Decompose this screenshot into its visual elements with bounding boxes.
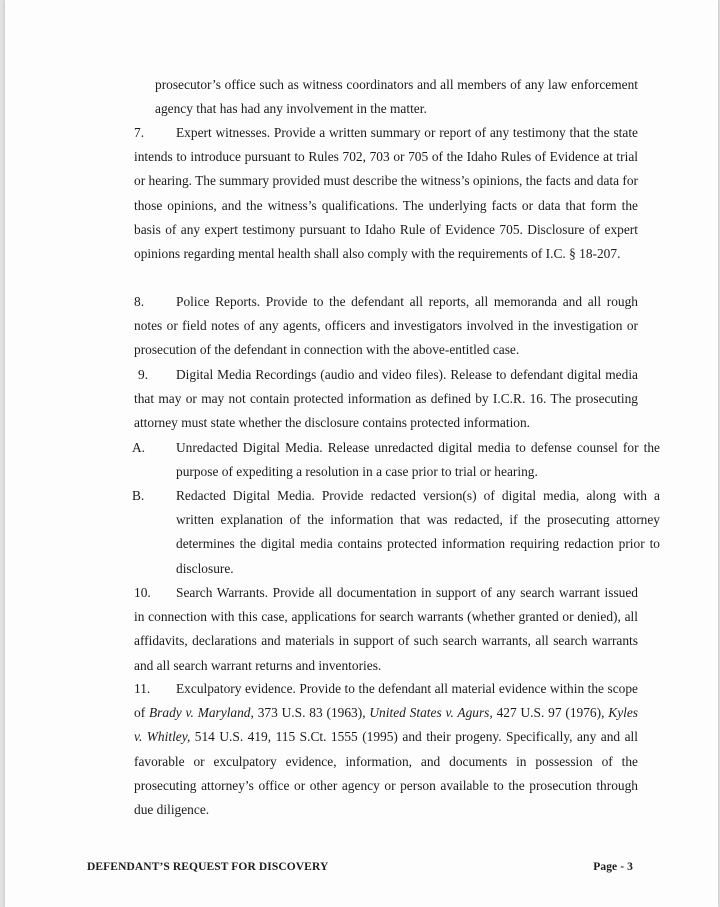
- case-citation: United States v. Agurs,: [369, 705, 493, 721]
- item-8-police-reports: 8. Police Reports. Provide to the defendant all reports, all memoranda and all rough notes or field notes of any agents, officers and investigators involved in the investigation or prosecution of the defendant in connection with the above-entitled case.: [134, 294, 638, 358]
- page-footer: [87, 861, 633, 873]
- item-7-expert-witnesses: 7. Expert witnesses. Provide a written summary or report of any testimony that the state intends to introduce pursuant to Rules 702, 703 or 705 of the Idaho Rules of Evidence at trial or hearing. The summary provided must describe the witness’s opinions, the facts and data for those opinions, and the witness’s qualifications. The underlying facts or data that form the basis of any expert testimony pursuant to Idaho Rule of Evidence 705. Disclosure of expert opinions regarding mental health shall also comply with the requirements of I.C. § 18-207.: [134, 125, 639, 262]
- item-10-search-warrants: 10. Search Warrants. Provide all documentation in support of any search warrant issued in connection with this case, applications for search warrants (whether granted or denied), all affidavits, declarations and materials in support of such search warrants, all search warrants and all search warrant returns and inventories.: [134, 585, 638, 673]
- subitem-b-redacted: B. Redacted Digital Media. Provide redacted version(s) of digital media, along with a written explanation of the information that was redacted, if the prosecuting attorney determines the digital media contains protected information requiring redaction prior to disclosure.: [132, 488, 660, 576]
- continued-paragraph: prosecutor’s office such as witness coordinators and all members of any law enforcement agency that has had any involvement in the matter.: [155, 77, 638, 117]
- item-11-exculpatory-evidence: 11. Exculpatory evidence. Provide to the defendant all material evidence within the scope of Brady v. Maryland, 373 U.S. 83 (1963), United States v. Agurs, 427 U.S. 97 (1976), Kyles v. Whitley, 514 U.S. 419, 115 S.Ct. 1555 (1995) and their progeny. Specifically, any and all favorable or exculpatory evidence, information, and documents in possession of the prosecuting attorney’s office or other agency or person available to the prosecution through due diligence.: [134, 681, 639, 818]
- case-citation: Brady v. Maryland,: [149, 705, 254, 721]
- document-page: [5, 0, 718, 907]
- item-9-digital-media: 9. Digital Media Recordings (audio and video files). Release to defendant digital media that may or may not contain protected information as defined by I.C.R. 16. The prosecuting attorney must state whether the disclosure contains protected information.: [134, 367, 638, 431]
- page-number: Page - 3: [593, 861, 633, 873]
- subitem-a-unredacted: A. Unredacted Digital Media. Release unredacted digital media to defense counsel for the purpose of expediting a resolution in a case prior to trial or hearing.: [132, 440, 660, 480]
- case-citation: Kyles v. Whitley,: [134, 705, 639, 745]
- footer-title: DEFENDANT’S REQUEST FOR DISCOVERY: [87, 861, 329, 873]
